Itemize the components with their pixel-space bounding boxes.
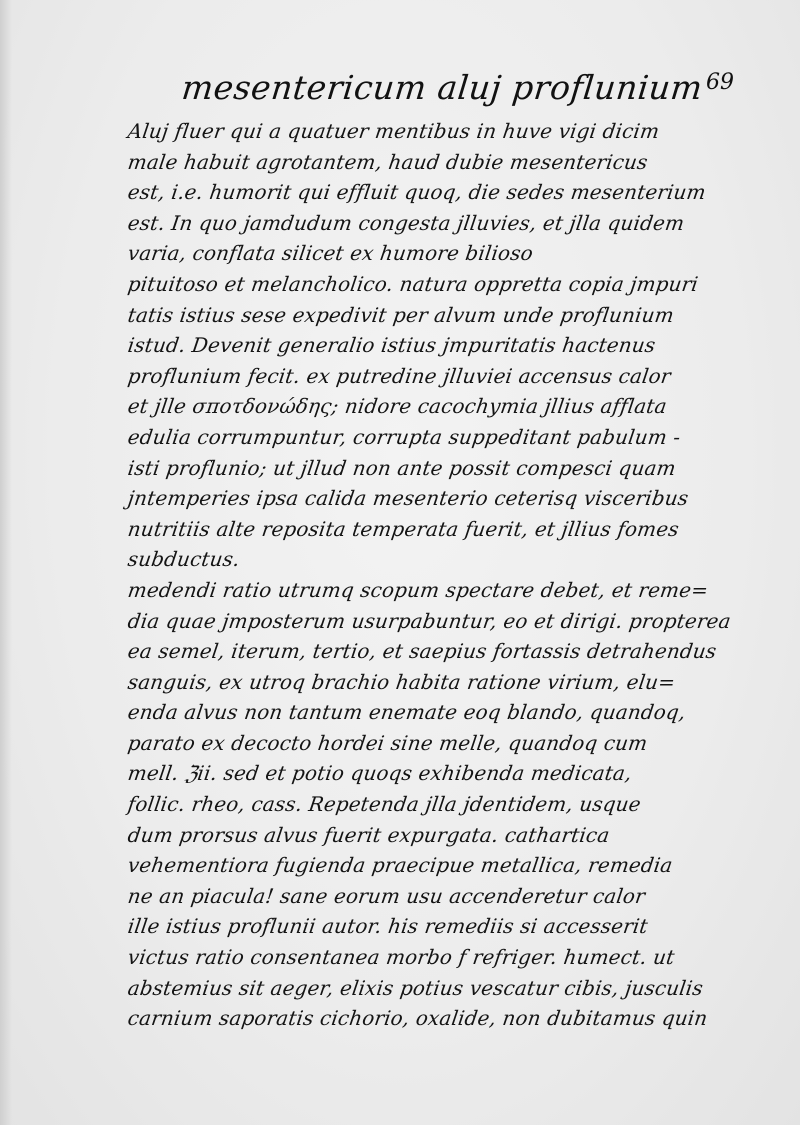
text-line: est, i.e. humorit qui effluit quoq, die sedes mesenterium — [126, 180, 708, 205]
text-line: follic. rheo, cass. Repetenda jlla jdentidem, usque — [126, 792, 643, 817]
text-line: enda alvus non tantum enemate eoq blando, quandoq, — [126, 700, 688, 725]
text-line: parato ex decocto hordei sine melle, quandoq cum — [126, 730, 650, 755]
text-line: sanguis, ex utroq brachio habita ratione virium, elu= — [126, 669, 677, 694]
text-line: jntemperies ipsa calida mesenterio ceterisq visceribus — [126, 486, 691, 511]
text-line: istud. Devenit generalio istius jmpuritatis hactenus — [126, 333, 658, 358]
text-line: abstemius sit aeger, elixis potius vescatur cibis, jusculis — [126, 975, 705, 1000]
text-line: nutritiis alte reposita temperata fuerit, et jllius fomes — [126, 516, 681, 541]
page-edge-shadow — [0, 0, 12, 1125]
text-line: ne an piacula! sane eorum usu accenderetur calor — [126, 883, 647, 908]
text-line: pituitoso et melancholico. natura oppretta copia jmpuri — [126, 271, 700, 296]
text-line: edulia corrumpuntur, corrupta suppeditant pabulum - — [126, 424, 683, 449]
text-line: proflunium fecit. ex putredine jlluviei accensus calor — [126, 363, 673, 388]
text-line: dum prorsus alvus fuerit expurgata. cathartica — [126, 822, 612, 847]
text-line: varia, conflata silicet ex humore bilioso — [126, 241, 535, 266]
text-line: victus ratio consentanea morbo f refriger. humect. ut — [126, 945, 677, 970]
page-number: 69 — [706, 70, 734, 95]
text-line: ille istius proflunii autor. his remediis si accesserit — [126, 914, 650, 939]
text-line: subductus. — [126, 547, 242, 572]
text-line: et jlle σποτδονώδης; nidore cacochymia jllius afflata — [126, 394, 669, 419]
text-line: male habuit agrotantem, haud dubie mesentericus — [126, 149, 650, 174]
text-line: dia quae jmposterum usurpabuntur, eo et dirigi. propterea — [126, 608, 733, 633]
text-line: tatis istius sese expedivit per alvum unde proflunium — [126, 302, 676, 327]
text-line: medendi ratio utrumq scopum spectare debet, et reme= — [126, 577, 710, 602]
text-line: isti proflunio; ut jllud non ante possit compesci quam — [126, 455, 678, 480]
text-line: est. In quo jamdudum congesta jlluvies, et jlla quidem — [126, 210, 686, 235]
running-title: mesentericum aluj proflunium — [179, 68, 705, 107]
text-line: carnium saporatis cichorio, oxalide, non dubitamus quin — [126, 1006, 710, 1031]
text-line: ea semel, iterum, tertio, et saepius fortassis detrahendus — [126, 639, 719, 664]
handwritten-text-block — [128, 116, 748, 1034]
page-header — [0, 62, 800, 112]
text-line: Aluj fluer qui a quatuer mentibus in huve vigi dicim — [126, 119, 661, 143]
text-line: vehementiora fugienda praecipue metallica, remedia — [126, 853, 675, 878]
text-line: mell. ℨii. sed et potio quoqs exhibenda medicata, — [126, 761, 634, 786]
